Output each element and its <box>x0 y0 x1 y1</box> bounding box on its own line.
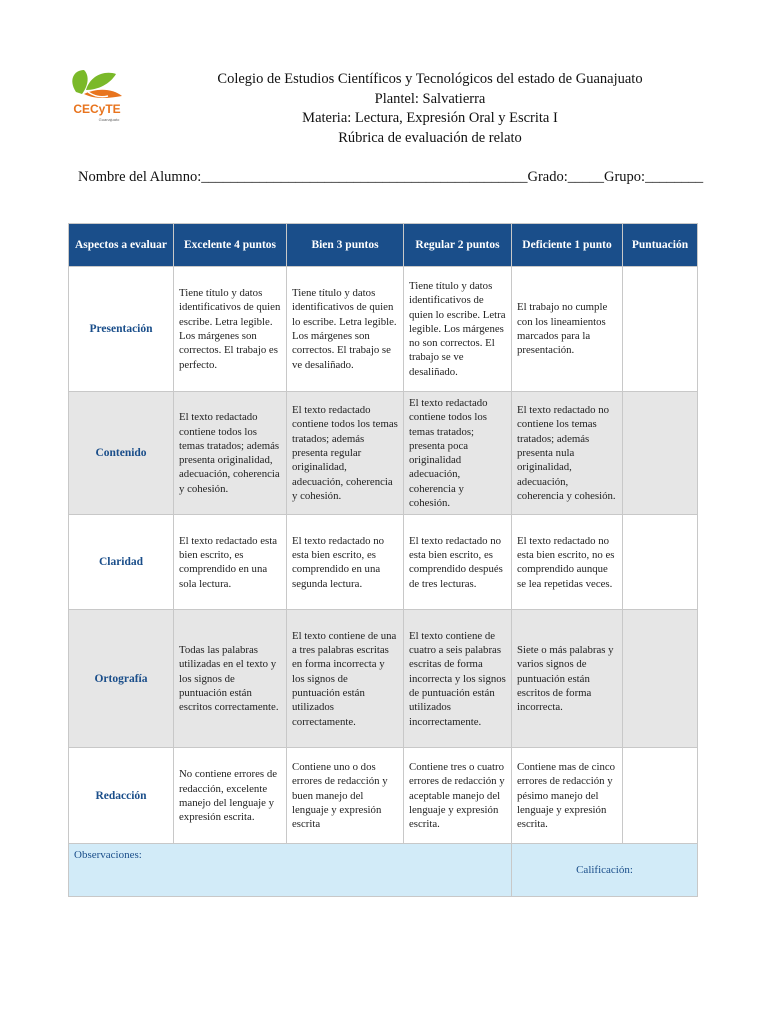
table-cell: Siete o más palabras y varios signos de puntuación están escritos de forma incorrecta. <box>512 610 623 748</box>
logo-subtext: Guanajuato <box>98 117 120 122</box>
aspect-redaccion: Redacción <box>69 748 174 844</box>
table-cell: El texto redactado contiene todos los temas tratados; presenta poca originalidad adecuación, coherencia y cohesión. <box>404 392 512 515</box>
header-score: Puntuación <box>623 224 698 267</box>
aspect-contenido: Contenido <box>69 392 174 515</box>
score-cell[interactable] <box>623 392 698 515</box>
aspect-ortografia: Ortografía <box>69 610 174 748</box>
table-cell: El trabajo no cumple con los lineamientos marcados para la presentación. <box>512 267 623 392</box>
table-cell: Tiene título y datos identificativos de quien escribe. Letra legible. Los márgenes son correctos. El trabajo es perfecto. <box>174 267 287 392</box>
table-cell: El texto redactado no esta bien escrito, es comprendido después de tres lecturas. <box>404 515 512 610</box>
header-row <box>69 224 698 267</box>
table-cell: Contiene mas de cinco errores de redacción y pésimo manejo del lenguaje y expresión escrita. <box>512 748 623 844</box>
cecyte-logo <box>66 66 128 124</box>
score-cell[interactable] <box>623 610 698 748</box>
table-cell: No contiene errores de redacción, excelente manejo del lenguaje y expresión escrita. <box>174 748 287 844</box>
document-header <box>150 70 710 148</box>
header-good: Bien 3 puntos <box>287 224 404 267</box>
subject: Materia: Lectura, Expresión Oral y Escrita I <box>302 110 558 126</box>
table-cell: Tiene título y datos identificativos de quien lo escribe. Letra legible. Los márgenes son correctos. El trabajo se ve desaliñado. <box>287 267 404 392</box>
score-cell[interactable] <box>623 267 698 392</box>
table-row <box>69 748 698 844</box>
campus: Plantel: Salvatierra <box>374 90 486 107</box>
school-name: Colegio de Estudios Científicos y Tecnológicos del estado de Guanajuato <box>217 71 643 87</box>
header-aspect: Aspectos a evaluar <box>69 224 174 267</box>
grade-label[interactable]: Calificación: <box>512 844 698 897</box>
aspect-claridad: Claridad <box>69 515 174 610</box>
student-info-line: Nombre del Alumno:_____________________________________________Grado:_____Grupo:________ <box>78 169 704 185</box>
table-row <box>69 392 698 515</box>
table-cell: Contiene tres o cuatro errores de redacción y aceptable manejo del lenguaje y expresión escrita. <box>404 748 512 844</box>
table-cell: El texto redactado contiene todos los temas tratados; además presenta originalidad, adecuación, coherencia y cohesión. <box>174 392 287 515</box>
table-row <box>69 610 698 748</box>
table-cell: El texto redactado no contiene los temas tratados; además presenta nula originalidad, adecuación, coherencia y cohesión. <box>512 392 623 515</box>
header-regular: Regular 2 puntos <box>404 224 512 267</box>
table-row <box>69 267 698 392</box>
table-cell: El texto redactado esta bien escrito, es comprendido en una sola lectura. <box>174 515 287 610</box>
observations-label[interactable]: Observaciones: <box>69 844 512 897</box>
table-cell: El texto contiene de una a tres palabras escritas en forma incorrecta y los signos de puntuación están utilizados correctamente. <box>287 610 404 748</box>
observations-row <box>69 844 698 897</box>
aspect-presentacion: Presentación <box>69 267 174 392</box>
header-deficient: Deficiente 1 punto <box>512 224 623 267</box>
rubric-table <box>68 223 698 897</box>
score-cell[interactable] <box>623 515 698 610</box>
table-cell: El texto contiene de cuatro a seis palabras escritas de forma incorrecta y los signos de puntuación están utilizados incorrectamente. <box>404 610 512 748</box>
table-cell: El texto redactado no esta bien escrito, no es comprendido aunque se lea repetidas veces. <box>512 515 623 610</box>
table-cell: El texto redactado no esta bien escrito, es comprendido en una segunda lectura. <box>287 515 404 610</box>
document-title: Rúbrica de evaluación de relato <box>338 129 522 146</box>
table-cell: El texto redactado contiene todos los temas tratados; además presenta regular originalidad, adecuación, coherencia y cohesión. <box>287 392 404 515</box>
table-row <box>69 515 698 610</box>
logo-text: CECyTE <box>73 102 121 116</box>
header-excellent: Excelente 4 puntos <box>174 224 287 267</box>
table-cell: Contiene uno o dos errores de redacción y buen manejo del lenguaje y expresión escrita <box>287 748 404 844</box>
table-cell: Tiene título y datos identificativos de quien lo escribe. Letra legible. Los márgenes no son correctos. El trabajo se ve desaliñado. <box>404 267 512 392</box>
score-cell[interactable] <box>623 748 698 844</box>
table-cell: Todas las palabras utilizadas en el texto y los signos de puntuación están escritos correctamente. <box>174 610 287 748</box>
